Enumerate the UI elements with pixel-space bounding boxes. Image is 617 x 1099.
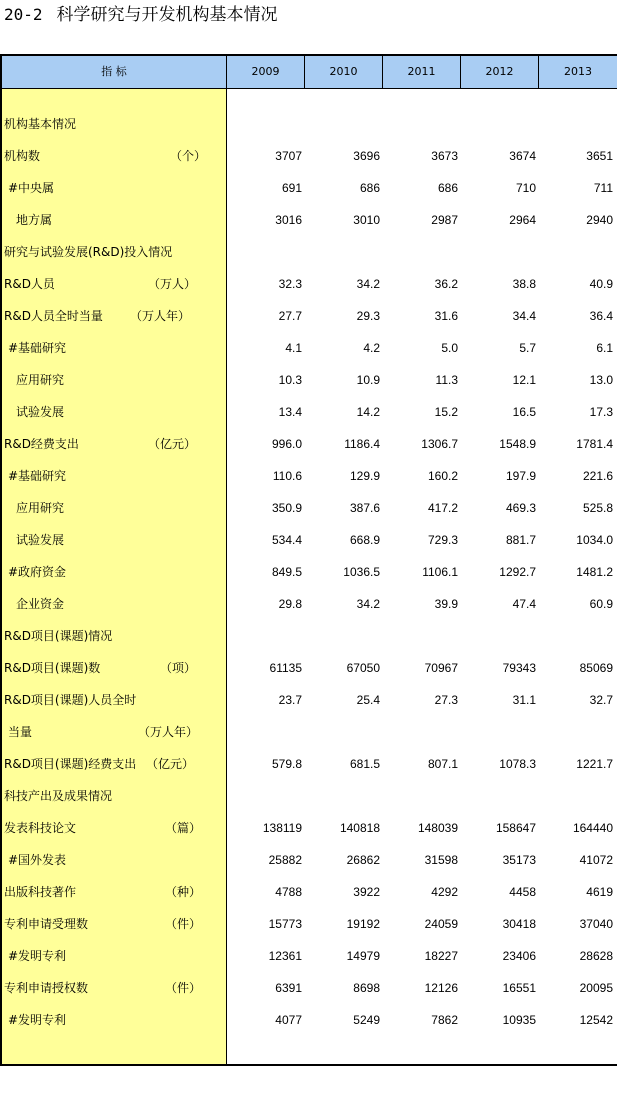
cell-value: 691 bbox=[281, 181, 302, 195]
cell-value: 1548.9 bbox=[499, 437, 536, 451]
row-unit: （亿元） bbox=[146, 757, 195, 771]
cell-value: 36.2 bbox=[434, 277, 458, 291]
cell-value: 8698 bbox=[353, 981, 380, 995]
cell-value: 1292.7 bbox=[499, 565, 536, 579]
table-row bbox=[0, 716, 617, 748]
cell-value: 197.9 bbox=[505, 469, 536, 483]
cell-value: 41072 bbox=[579, 853, 613, 867]
table-row bbox=[0, 940, 617, 972]
row-label: R&D项目(课题)经费支出 bbox=[4, 757, 137, 771]
row-label: R&D项目(课题)数 bbox=[4, 661, 101, 675]
cell-value: 1106.1 bbox=[422, 565, 458, 579]
cell-value: 1481.2 bbox=[576, 565, 613, 579]
cell-value: 61135 bbox=[269, 661, 302, 675]
cell-value: 3922 bbox=[353, 885, 380, 899]
cell-value: 525.8 bbox=[582, 501, 613, 515]
cell-value: 350.9 bbox=[271, 501, 302, 515]
row-label: 应用研究 bbox=[16, 501, 65, 515]
row-label: R&D项目(课题)情况 bbox=[4, 629, 113, 643]
cell-value: 469.3 bbox=[505, 501, 536, 515]
row-label: 专利申请受理数 bbox=[4, 917, 89, 931]
table-row bbox=[0, 588, 617, 620]
cell-value: 1306.7 bbox=[421, 437, 458, 451]
cell-value: 30418 bbox=[502, 917, 536, 931]
table-row bbox=[0, 876, 617, 908]
cell-value: 31.6 bbox=[434, 309, 458, 323]
cell-value: 34.2 bbox=[356, 597, 380, 611]
cell-value: 36.4 bbox=[589, 309, 613, 323]
cell-value: 221.6 bbox=[582, 469, 613, 483]
table-row bbox=[0, 396, 617, 428]
cell-value: 5.7 bbox=[519, 341, 536, 355]
table-number: 20-2 bbox=[4, 5, 43, 24]
cell-value: 31.1 bbox=[512, 693, 536, 707]
table-row bbox=[0, 204, 617, 236]
cell-value: 5249 bbox=[353, 1013, 380, 1027]
cell-value: 12126 bbox=[424, 981, 458, 995]
row-label: 地方属 bbox=[16, 213, 53, 227]
row-unit: （种） bbox=[165, 885, 202, 899]
cell-value: 1221.7 bbox=[576, 757, 613, 771]
cell-value: 4788 bbox=[275, 885, 302, 899]
cell-value: 1036.5 bbox=[343, 565, 380, 579]
cell-value: 13.4 bbox=[278, 405, 302, 419]
cell-value: 37040 bbox=[579, 917, 613, 931]
header-indicator: 指 标 bbox=[101, 65, 127, 78]
cell-value: 668.9 bbox=[349, 533, 380, 547]
table-row bbox=[0, 556, 617, 588]
cell-value: 686 bbox=[359, 181, 380, 195]
row-unit: （项） bbox=[160, 661, 197, 675]
cell-value: 16551 bbox=[502, 981, 536, 995]
header-year: 2011 bbox=[382, 56, 460, 88]
row-label: 试验发展 bbox=[16, 533, 65, 547]
cell-value: 711 bbox=[593, 181, 613, 195]
cell-value: 11.3 bbox=[435, 373, 458, 387]
cell-value: 32.7 bbox=[589, 693, 613, 707]
cell-value: 6.1 bbox=[596, 341, 613, 355]
cell-value: 710 bbox=[515, 181, 536, 195]
cell-value: 47.4 bbox=[512, 597, 536, 611]
row-label: #发明专利 bbox=[8, 1013, 67, 1027]
row-label: R&D项目(课题)人员全时 bbox=[4, 693, 137, 707]
cell-value: 1034.0 bbox=[576, 533, 613, 547]
cell-value: 1186.4 bbox=[344, 437, 380, 451]
cell-value: 31598 bbox=[424, 853, 458, 867]
cell-value: 996.0 bbox=[271, 437, 302, 451]
cell-value: 4077 bbox=[275, 1013, 302, 1027]
cell-value: 32.3 bbox=[278, 277, 302, 291]
cell-value: 129.9 bbox=[349, 469, 380, 483]
cell-value: 15773 bbox=[268, 917, 302, 931]
row-label: 研究与试验发展(R&D)投入情况 bbox=[4, 245, 173, 259]
table-row bbox=[0, 332, 617, 364]
cell-value: 34.2 bbox=[356, 277, 380, 291]
cell-value: 138119 bbox=[262, 821, 302, 835]
cell-value: 6391 bbox=[275, 981, 302, 995]
cell-value: 23.7 bbox=[278, 693, 302, 707]
cell-value: 14.2 bbox=[356, 405, 380, 419]
cell-value: 20095 bbox=[579, 981, 613, 995]
row-label: 企业资金 bbox=[16, 597, 65, 611]
table-body bbox=[0, 108, 617, 1036]
cell-value: 3707 bbox=[275, 149, 302, 163]
cell-value: 3674 bbox=[509, 149, 536, 163]
table-row bbox=[0, 908, 617, 940]
header-year: 2012 bbox=[460, 56, 538, 88]
page-title bbox=[4, 4, 278, 26]
cell-value: 29.3 bbox=[356, 309, 380, 323]
row-label: #发明专利 bbox=[8, 949, 67, 963]
cell-value: 10.9 bbox=[356, 373, 380, 387]
row-unit: （万人） bbox=[148, 277, 197, 291]
table-header bbox=[0, 56, 617, 89]
row-label: 试验发展 bbox=[16, 405, 65, 419]
cell-value: 12.1 bbox=[512, 373, 536, 387]
cell-value: 417.2 bbox=[427, 501, 458, 515]
row-label: 专利申请授权数 bbox=[4, 981, 89, 995]
cell-value: 4.2 bbox=[363, 341, 380, 355]
cell-value: 534.4 bbox=[271, 533, 302, 547]
row-label: #基础研究 bbox=[8, 469, 67, 483]
cell-value: 849.5 bbox=[271, 565, 302, 579]
cell-value: 1781.4 bbox=[576, 437, 613, 451]
cell-value: 12542 bbox=[579, 1013, 613, 1027]
cell-value: 18227 bbox=[424, 949, 458, 963]
cell-value: 13.0 bbox=[589, 373, 613, 387]
cell-value: 729.3 bbox=[427, 533, 458, 547]
table-row bbox=[0, 140, 617, 172]
row-unit: （件） bbox=[165, 981, 202, 995]
cell-value: 2964 bbox=[509, 213, 536, 227]
cell-value: 4619 bbox=[586, 885, 613, 899]
row-label: R&D经费支出 bbox=[4, 437, 79, 451]
cell-value: 17.3 bbox=[589, 405, 613, 419]
cell-value: 3673 bbox=[431, 149, 458, 163]
cell-value: 160.2 bbox=[427, 469, 458, 483]
cell-value: 12361 bbox=[268, 949, 302, 963]
cell-value: 681.5 bbox=[349, 757, 380, 771]
cell-value: 5.0 bbox=[441, 341, 458, 355]
header-year: 2010 bbox=[304, 56, 382, 88]
table-row bbox=[0, 748, 617, 780]
cell-value: 24059 bbox=[424, 917, 458, 931]
cell-value: 10935 bbox=[502, 1013, 536, 1027]
table-row bbox=[0, 268, 617, 300]
cell-value: 25882 bbox=[268, 853, 302, 867]
table-row bbox=[0, 364, 617, 396]
row-label: #政府资金 bbox=[8, 565, 67, 579]
row-label: 科技产出及成果情况 bbox=[4, 789, 113, 803]
cell-value: 35173 bbox=[502, 853, 536, 867]
cell-value: 79343 bbox=[502, 661, 536, 675]
cell-value: 110.6 bbox=[272, 469, 302, 483]
table-row bbox=[0, 1004, 617, 1036]
table-row bbox=[0, 460, 617, 492]
cell-value: 67050 bbox=[346, 661, 380, 675]
cell-value: 3696 bbox=[353, 149, 380, 163]
cell-value: 686 bbox=[437, 181, 458, 195]
cell-value: 1078.3 bbox=[499, 757, 536, 771]
cell-value: 3016 bbox=[275, 213, 302, 227]
table-row bbox=[0, 972, 617, 1004]
cell-value: 4.1 bbox=[285, 341, 302, 355]
table-row bbox=[0, 172, 617, 204]
table-row bbox=[0, 300, 617, 332]
row-label: 应用研究 bbox=[16, 373, 65, 387]
cell-value: 60.9 bbox=[589, 597, 613, 611]
cell-value: 23406 bbox=[502, 949, 536, 963]
table-row bbox=[0, 428, 617, 460]
table-row bbox=[0, 236, 617, 268]
row-label: #基础研究 bbox=[8, 341, 67, 355]
row-unit: （万人年） bbox=[130, 309, 191, 323]
cell-value: 4292 bbox=[431, 885, 458, 899]
header-year: 2009 bbox=[226, 56, 304, 88]
cell-value: 807.1 bbox=[427, 757, 458, 771]
row-label: #国外发表 bbox=[8, 853, 67, 867]
cell-value: 140818 bbox=[339, 821, 380, 835]
table-row bbox=[0, 684, 617, 716]
cell-value: 387.6 bbox=[349, 501, 380, 515]
cell-value: 2940 bbox=[586, 213, 613, 227]
cell-value: 40.9 bbox=[589, 277, 613, 291]
cell-value: 3651 bbox=[586, 149, 613, 163]
cell-value: 39.9 bbox=[434, 597, 458, 611]
row-unit: （件） bbox=[165, 917, 202, 931]
row-unit: （亿元） bbox=[148, 437, 197, 451]
table-row bbox=[0, 620, 617, 652]
cell-value: 19192 bbox=[346, 917, 380, 931]
row-unit: （个） bbox=[170, 149, 207, 163]
cell-value: 7862 bbox=[431, 1013, 458, 1027]
cell-value: 27.3 bbox=[434, 693, 458, 707]
table-row bbox=[0, 652, 617, 684]
table-row bbox=[0, 524, 617, 556]
header-year: 2013 bbox=[538, 56, 617, 88]
row-label: R&D人员 bbox=[4, 277, 55, 291]
row-label: 当量 bbox=[8, 725, 33, 739]
cell-value: 15.2 bbox=[434, 405, 458, 419]
row-label: 发表科技论文 bbox=[4, 821, 77, 835]
bottom-rule bbox=[0, 1064, 617, 1066]
cell-value: 881.7 bbox=[505, 533, 536, 547]
row-label: 出版科技著作 bbox=[4, 885, 77, 899]
cell-value: 14979 bbox=[346, 949, 380, 963]
cell-value: 164440 bbox=[572, 821, 613, 835]
cell-value: 3010 bbox=[353, 213, 380, 227]
table-row bbox=[0, 780, 617, 812]
cell-value: 4458 bbox=[509, 885, 536, 899]
cell-value: 16.5 bbox=[512, 405, 536, 419]
row-label: #中央属 bbox=[8, 181, 55, 195]
cell-value: 25.4 bbox=[356, 693, 380, 707]
row-label: 机构基本情况 bbox=[4, 117, 77, 131]
row-label: R&D人员全时当量 bbox=[4, 309, 103, 323]
table-row bbox=[0, 492, 617, 524]
cell-value: 28628 bbox=[579, 949, 613, 963]
row-unit: （篇） bbox=[165, 821, 202, 835]
cell-value: 29.8 bbox=[278, 597, 302, 611]
table-title: 科学研究与开发机构基本情况 bbox=[56, 5, 278, 25]
cell-value: 148039 bbox=[417, 821, 458, 835]
row-unit: （万人年） bbox=[138, 725, 199, 739]
cell-value: 34.4 bbox=[512, 309, 536, 323]
cell-value: 10.3 bbox=[278, 373, 302, 387]
table-row bbox=[0, 108, 617, 140]
cell-value: 2987 bbox=[431, 213, 458, 227]
cell-value: 38.8 bbox=[512, 277, 536, 291]
table-row bbox=[0, 812, 617, 844]
cell-value: 85069 bbox=[579, 661, 613, 675]
row-label: 机构数 bbox=[4, 149, 41, 163]
cell-value: 27.7 bbox=[278, 309, 302, 323]
cell-value: 579.8 bbox=[271, 757, 302, 771]
cell-value: 70967 bbox=[424, 661, 458, 675]
cell-value: 26862 bbox=[346, 853, 380, 867]
table-row bbox=[0, 844, 617, 876]
cell-value: 158647 bbox=[495, 821, 536, 835]
